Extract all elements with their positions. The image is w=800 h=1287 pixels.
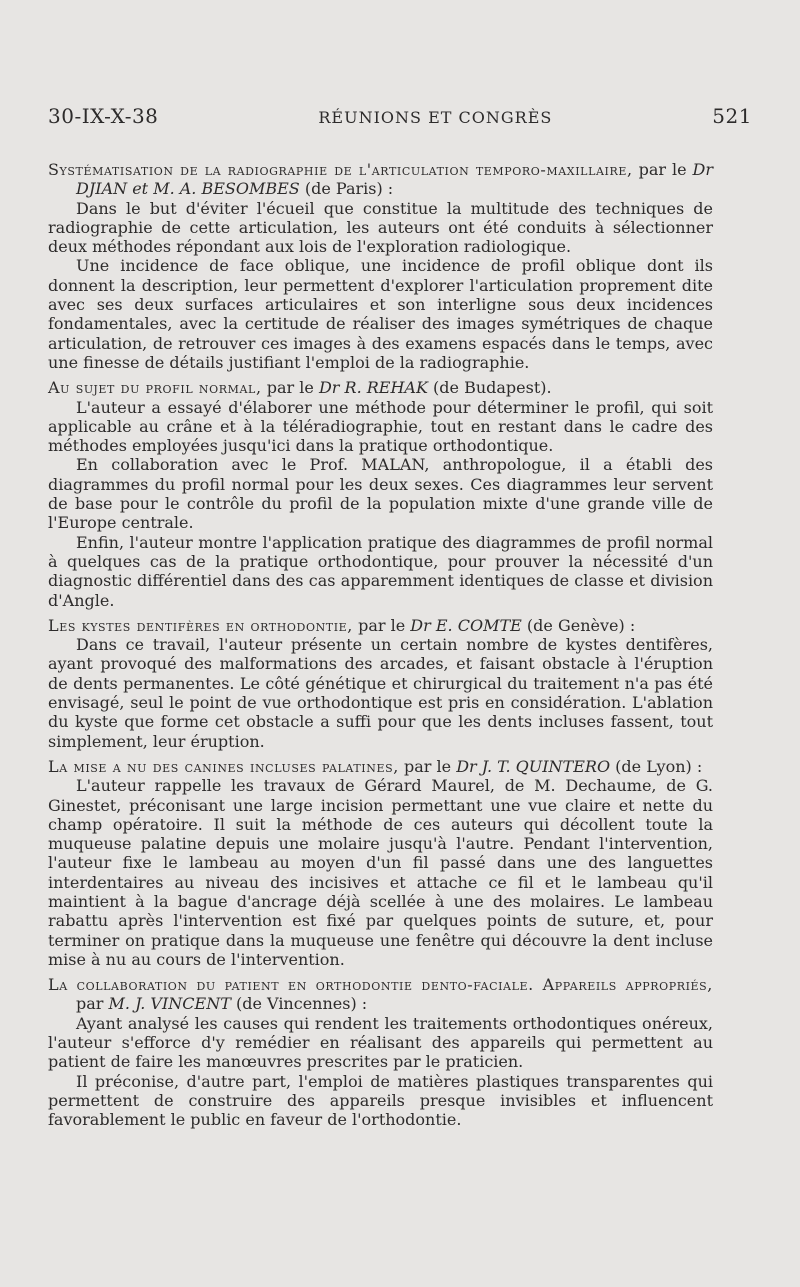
section-heading: Systématisation de la radiographie de l'articulation temporo-maxillaire, par le Dr DJIAN et M. A. BESOMBES (de Paris) : [48, 160, 713, 199]
paragraph: En collaboration avec le Prof. MALAN, anthropologue, il a établi des diagrammes du profil normal pour les deux sexes. Ces diagrammes leur servent de base pour le contrôle du profil de la population mixte d'une grande ville de l'Europe centrale. [48, 455, 713, 533]
paragraph: Dans ce travail, l'auteur présente un certain nombre de kystes dentifères, ayant provoqué des malformations des arcades, et faisant obstacle à l'éruption de dents permanentes. Le côté génétique et chirurgical du traitement n'a pas été envisagé, seul le point de vue orthodontique est pris en considération. L'ablation du kyste que forme cet obstacle a suffi pour que les dents incluses fassent, tout simplement, leur éruption. [48, 635, 713, 751]
section-heading: La collaboration du patient en orthodontie dento-faciale. Appareils appropriés, par M. J. VINCENT (de Vincennes) : [48, 975, 713, 1014]
header-date: 30-IX-X-38 [48, 104, 159, 128]
paragraph: Enfin, l'auteur montre l'application pratique des diagrammes de profil normal à quelques cas de la pratique orthodontique, pour prouver la nécessité d'un diagnostic différentiel dans des cas apparemment identiques de classe et division d'Angle. [48, 532, 713, 610]
paragraph: Ayant analysé les causes qui rendent les traitements orthodontiques onéreux, l'auteur s'efforce d'y remédier en réalisant des appareils qui permettent au patient de faire les manœuvres prescrites par le praticien. [48, 1013, 713, 1072]
authors: M. J. VINCENT [108, 994, 231, 1014]
section-heading: Au sujet du profil normal, par le Dr R. REHAK (de Budapest). [48, 378, 552, 398]
paragraph: L'auteur rappelle les travaux de Gérard Maurel, de M. Dechaume, de G. Ginestet, préconisant une large incision permettant une vue claire et nette du champ opératoire. Il suit la méthode de ces auteurs qui décollent toute la muqueuse palatine depuis une molaire jusqu'à l'autre. Pendant l'intervention, l'auteur fixe le lambeau au moyen d'un fil passé dans une des languettes interdentaires au niveau des incisives et attache ce fil et le lambeau qu'il maintient à la bague d'ancrage déjà scellée à une des molaires. Le lambeau rabattu après l'intervention est fixé par quelques points de suture, et, pour terminer on pratique dans la muqueuse une fenêtre qui découvre la dent incluse mise à nu au cours de l'intervention. [48, 776, 713, 969]
authors: E. COMTE [435, 615, 522, 635]
page-number: 521 [712, 104, 752, 128]
paragraph: Il préconise, d'autre part, l'emploi de matières plastiques transparentes qui permettent de construire des appareils presque invisibles et influencent favorablement le public en faveur de l'orthodontie. [48, 1071, 713, 1130]
paragraph: Une incidence de face oblique, une incidence de profil oblique dont ils donnent la description, leur permettent d'explorer l'articulation proprement dite avec ses deux surfaces articulaires et son interligne sous deux incidences fondamentales, avec la certitude de réaliser des images symétriques de chaque articulation, de retrouver ces images à des examens espacés dans le temps, avec une finesse de détails justifiant l'emploi de la radiographie. [48, 256, 713, 372]
section-heading: Les kystes dentifères en orthodontie, par le Dr E. COMTE (de Genève) : [48, 615, 636, 635]
authors: J. T. QUINTERO [481, 756, 611, 776]
running-header [48, 104, 752, 128]
paragraph: Dans le but d'éviter l'écueil que constitue la multitude des techniques de radiographie de cette articulation, les auteurs ont été conduits à sélectionner deux méthodes répondant aux lois de l'exploration radiologique. [48, 198, 713, 257]
section-heading: La mise a nu des canines incluses palatines, par le Dr J. T. QUINTERO (de Lyon) : [48, 756, 703, 776]
header-title: RÉUNIONS ET CONGRÈS [318, 108, 553, 127]
article-body [48, 154, 713, 1130]
paragraph: L'auteur a essayé d'élaborer une méthode pour déterminer le profil, qui soit applicable au crâne et à la téléradiographie, tout en restant dans le cadre des méthodes employées jusqu'ici dans la pratique orthodontique. [48, 397, 713, 456]
authors: R. REHAK [344, 378, 428, 398]
authors: DJIAN et M. A. BESOMBES [76, 179, 300, 199]
